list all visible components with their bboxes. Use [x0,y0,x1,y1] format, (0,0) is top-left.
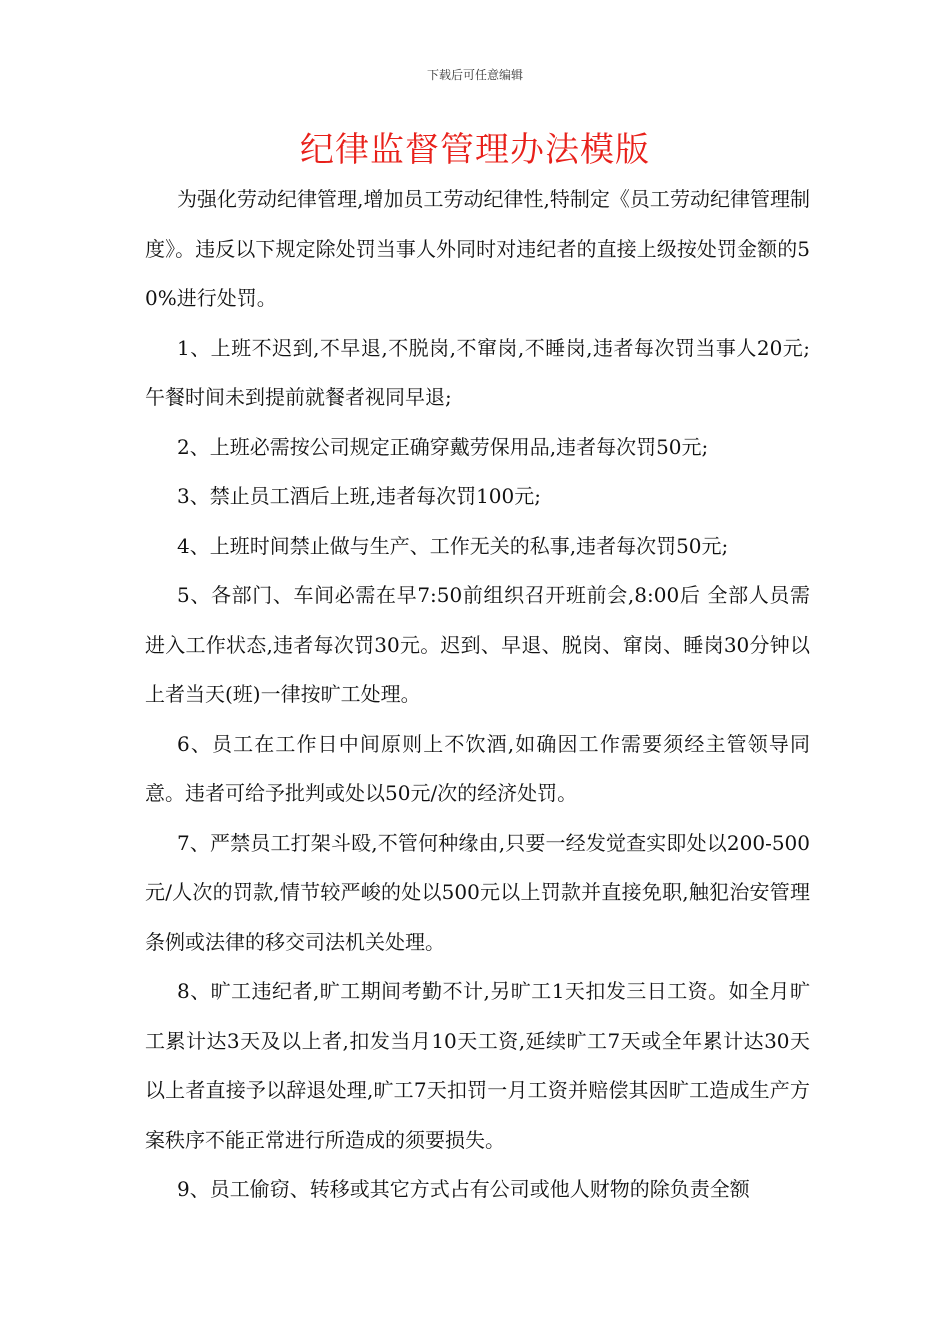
rule-paragraph-3: 3、禁止员工酒后上班,违者每次罚100元; [177,484,541,508]
rule-paragraph-8: 8、旷工违纪者,旷工期间考勤不计,另旷工1天扣发三日工资。如全月旷工累计达3天及以上者,扣发当月10天工资,延续旷工7天或全年累计达30天以上者直接予以辞退处理,旷工7天扣罚一月工资并赔偿其因旷工造成生产方案秩序不能正常进行所造成的须要损失。 [145,979,810,1152]
rule-paragraph-5: 5、各部门、车间必需在早7:50前组织召开班前会,8:00后 全部人员需进入工作状态,违者每次罚30元。迟到、早退、脱岗、窜岗、睡岗30分钟以上者当天(班)一律按旷工处理。 [145,583,810,706]
document-title: 纪律监督管理办法模版 [300,130,650,170]
rule-paragraph-7: 7、严禁员工打架斗殴,不管何种缘由,只要一经发觉查实即处以200-500元/人次的罚款,情节较严峻的处以500元以上罚款并直接免职,触犯治安管理条例或法律的移交司法机关处理。 [145,830,810,954]
rule-paragraph-6: 6、员工在工作日中间原则上不饮酒,如确因工作需要须经主管领导同意。违者可给予批判或处以50元/次的经济处罚。 [145,731,810,805]
document-body [145,175,810,1215]
header-note: 下载后可任意编辑 [426,68,523,82]
intro-paragraph: 为强化劳动纪律管理,增加员工劳动纪律性,特制定《员工劳动纪律管理制度》。违反以下规定除处罚当事人外同时对违纪者的直接上级按处罚金额的50%进行处罚。 [145,187,810,310]
rule-paragraph-4: 4、上班时间禁止做与生产、工作无关的私事,违者每次罚50元; [177,533,729,558]
rule-paragraph-1: 1、上班不迟到,不早退,不脱岗,不窜岗,不睡岗,违者每次罚当事人20元;午餐时间未到提前就餐者视同早退; [145,335,810,409]
rule-paragraph-2: 2、上班必需按公司规定正确穿戴劳保用品,违者每次罚50元; [177,434,709,459]
rule-paragraph-9: 9、员工偷窃、转移或其它方式占有公司或他人财物的除负责全额 [177,1177,750,1201]
